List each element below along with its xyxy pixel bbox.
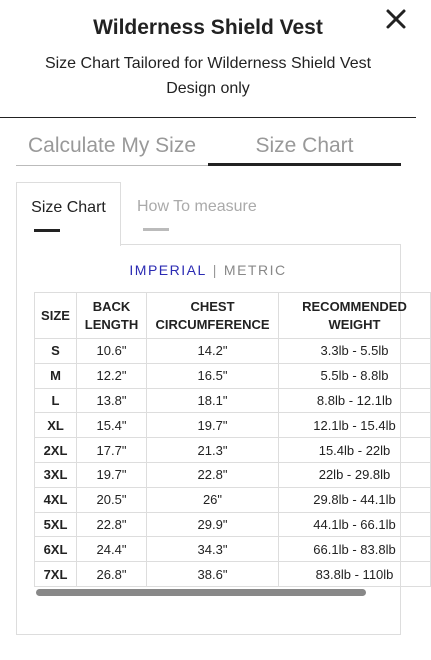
table-row [35, 537, 431, 562]
size-table-scroll[interactable] [34, 292, 407, 588]
size-cell: XL [35, 413, 77, 438]
subtab-size-chart-label: Size Chart [31, 199, 106, 216]
size-cell: 4XL [35, 487, 77, 512]
weight-cell: 22lb - 29.8lb [279, 462, 431, 487]
page-title: Wilderness Shield Vest [93, 16, 323, 39]
horizontal-scrollbar[interactable] [34, 588, 384, 597]
table-body [35, 339, 431, 587]
chest-cell: 19.7" [147, 413, 279, 438]
chest-cell: 38.6" [147, 562, 279, 587]
weight-cell: 83.8lb - 110lb [279, 562, 431, 587]
chest-cell: 18.1" [147, 388, 279, 413]
back-length-cell: 20.5" [77, 487, 147, 512]
back-length-cell: 15.4" [77, 413, 147, 438]
table-row [35, 487, 431, 512]
back-length-cell: 22.8" [77, 512, 147, 537]
unit-separator: | [212, 262, 218, 278]
size-cell: 7XL [35, 562, 77, 587]
close-icon[interactable] [383, 6, 409, 32]
header-line: CIRCUMFERENCE [155, 316, 270, 332]
chest-cell: 21.3" [147, 438, 279, 463]
weight-cell: 12.1lb - 15.4lb [279, 413, 431, 438]
weight-cell: 29.8lb - 44.1lb [279, 487, 431, 512]
column-header-chest [147, 293, 279, 339]
size-cell: S [35, 339, 77, 364]
tab-size-chart[interactable]: Size Chart [208, 130, 401, 166]
header-line: BACK [92, 298, 131, 314]
subtab-size-chart[interactable] [16, 182, 121, 246]
back-length-cell: 12.2" [77, 363, 147, 388]
table-row [35, 562, 431, 587]
weight-cell: 8.8lb - 12.1lb [279, 388, 431, 413]
back-length-cell: 13.8" [77, 388, 147, 413]
back-length-cell: 26.8" [77, 562, 147, 587]
table-row [35, 339, 431, 364]
back-length-cell: 17.7" [77, 438, 147, 463]
size-cell: L [35, 388, 77, 413]
main-tabs [16, 130, 401, 166]
table-header-row [35, 293, 431, 339]
chest-cell: 29.9" [147, 512, 279, 537]
back-length-cell: 10.6" [77, 339, 147, 364]
chest-cell: 14.2" [147, 339, 279, 364]
tab-calculate-my-size[interactable]: Calculate My Size [16, 130, 208, 166]
close-icon-glyph [383, 6, 409, 32]
weight-cell: 15.4lb - 22lb [279, 438, 431, 463]
table-row [35, 462, 431, 487]
header-line: RECOMMENDED [302, 298, 407, 314]
weight-cell: 44.1lb - 66.1lb [279, 512, 431, 537]
chest-cell: 16.5" [147, 363, 279, 388]
table-row [35, 438, 431, 463]
size-cell: M [35, 363, 77, 388]
imperial-toggle[interactable]: IMPERIAL [129, 262, 207, 278]
back-length-cell: 19.7" [77, 462, 147, 487]
metric-toggle[interactable]: METRIC [223, 262, 287, 278]
chest-cell: 34.3" [147, 537, 279, 562]
header-line: LENGTH [84, 316, 139, 332]
back-length-cell: 24.4" [77, 537, 147, 562]
size-cell: 3XL [35, 462, 77, 487]
weight-cell: 5.5lb - 8.8lb [279, 363, 431, 388]
chest-cell: 22.8" [147, 462, 279, 487]
header-line: WEIGHT [328, 316, 381, 332]
header-line: SIZE [41, 307, 70, 323]
size-cell: 5XL [35, 512, 77, 537]
inactive-indicator [143, 228, 169, 231]
column-header-back-length [77, 293, 147, 339]
column-header-size [35, 293, 77, 339]
column-header-weight [279, 293, 431, 339]
table-row [35, 388, 431, 413]
page-subtitle: Size Chart Tailored for Wilderness Shield Vest Design only [44, 55, 372, 97]
header-line: CHEST [190, 298, 235, 314]
table-row [35, 363, 431, 388]
subtab-how-to-measure[interactable] [128, 182, 278, 244]
unit-toggle [0, 262, 416, 278]
table-row [35, 413, 431, 438]
weight-cell: 3.3lb - 5.5lb [279, 339, 431, 364]
size-cell: 6XL [35, 537, 77, 562]
size-cell: 2XL [35, 438, 77, 463]
modal-header [0, 0, 416, 118]
size-table [34, 292, 431, 587]
weight-cell: 66.1lb - 83.8lb [279, 537, 431, 562]
active-indicator [34, 229, 60, 232]
panel-divider [120, 244, 401, 245]
subtab-how-to-measure-label: How To measure [137, 198, 257, 215]
table-row [35, 512, 431, 537]
chest-cell: 26" [147, 487, 279, 512]
scrollbar-thumb[interactable] [36, 589, 366, 596]
